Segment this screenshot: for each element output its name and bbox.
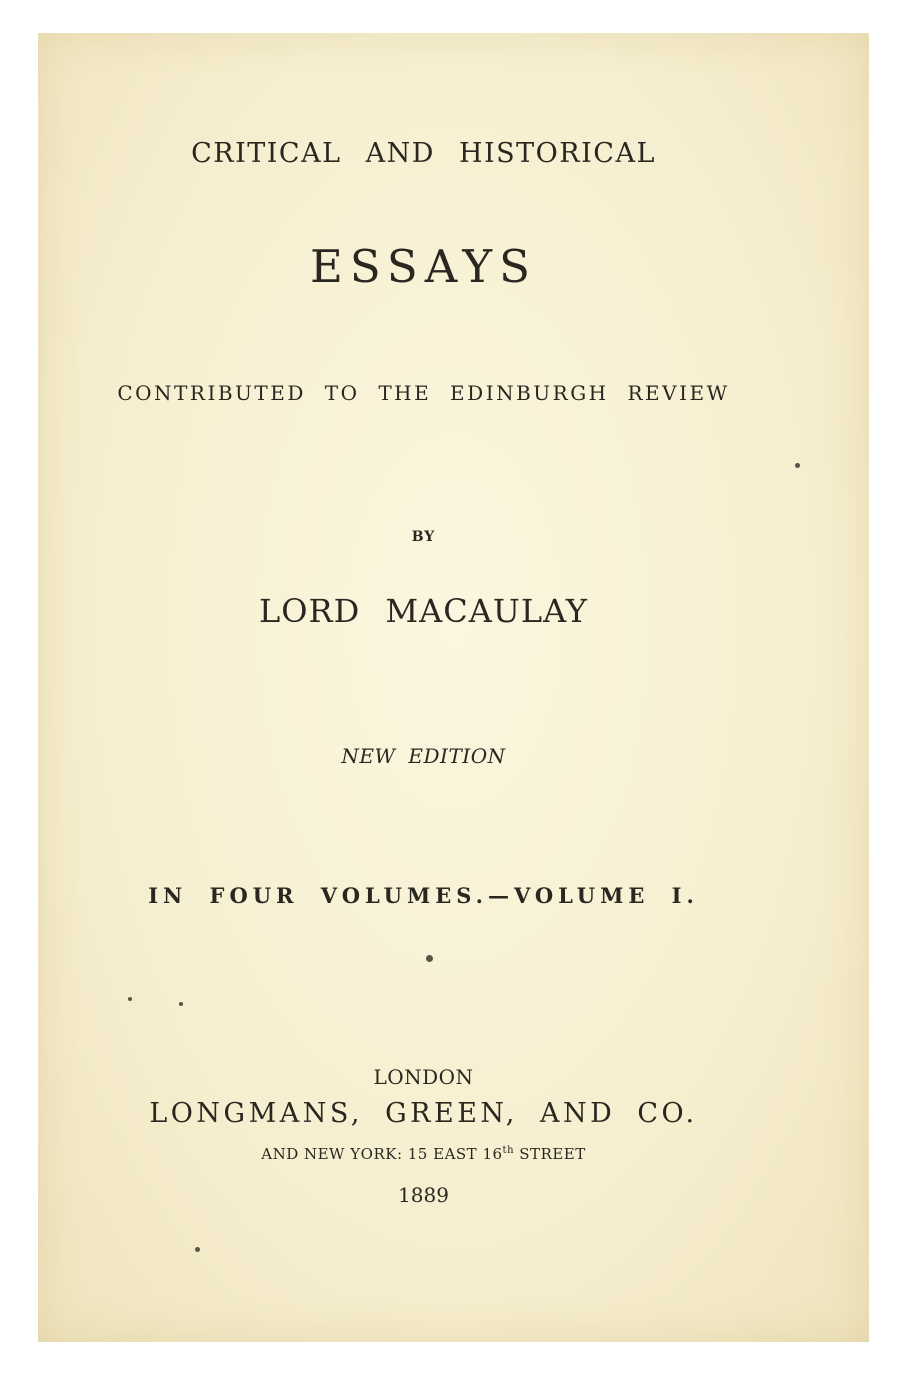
by-line: BY — [411, 529, 436, 545]
ink-speck — [195, 1247, 200, 1252]
volume-info: IN FOUR VOLUMES.—VOLUME I. — [148, 883, 699, 908]
address-superscript: th — [502, 1145, 515, 1156]
ink-speck — [795, 463, 800, 468]
author-name: LORD MACAULAY — [258, 592, 589, 630]
publisher-name: LONGMANS, GREEN, AND CO. — [149, 1098, 698, 1129]
ink-speck — [128, 997, 132, 1001]
publisher-address — [0, 1145, 877, 1163]
ink-speck — [179, 1002, 183, 1006]
address-prefix: AND NEW YORK: 15 EAST 16 — [261, 1145, 503, 1163]
address-suffix: STREET — [514, 1145, 586, 1163]
edition-label: NEW EDITION — [341, 744, 506, 768]
publication-year: 1889 — [398, 1183, 449, 1207]
subtitle-contributed: CONTRIBUTED TO THE EDINBURGH REVIEW — [117, 381, 730, 405]
publisher-city: LONDON — [373, 1065, 474, 1089]
title-essays: ESSAYS — [310, 240, 537, 293]
ink-speck — [426, 955, 433, 962]
title-line-critical-historical: CRITICAL AND HISTORICAL — [191, 138, 656, 169]
